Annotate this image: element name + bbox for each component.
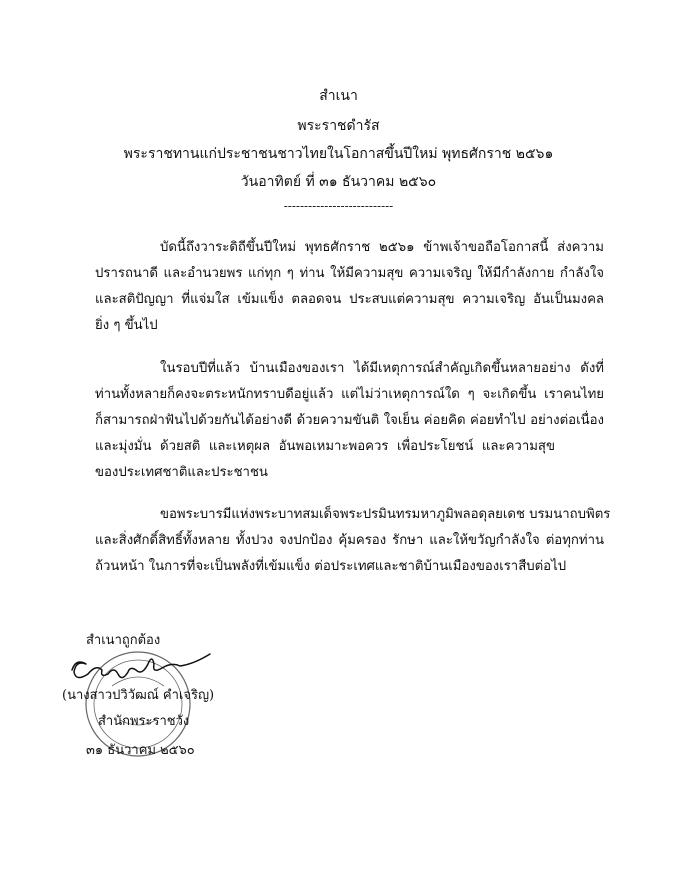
paragraph-2-line-4: และมุ่งมั่น ด้วยสติ และเหตุผล อันพอเหมาะพอควร เพื่อประโยชน์ และความสุข xyxy=(95,439,555,454)
paragraph-3-line-2: และสิ่งศักดิ์สิทธิ์ทั้งหลาย ทั้งปวง จงปกป้อง คุ้มครอง รักษา และให้ขวัญกำลังใจ ต่อทุกท่าน xyxy=(95,533,604,548)
paragraph-3-line-3: ถ้วนหน้า ในการที่จะเป็นพลังที่เข้มแข็ง ต่อประเทศและชาติบ้านเมืองของเราสืบต่อไป xyxy=(95,559,567,574)
paragraph-3-line-1: ขอพระบารมีแห่งพระบาทสมเด็จพระปรมินทรมหาภูมิพลอดุลยเดช บรมนาถบพิตร xyxy=(160,507,611,522)
paragraph-2-line-5: ของประเทศชาติและประชาชน xyxy=(95,465,268,480)
paragraph-1-line-3: และสติปัญญา ที่แจ่มใส เข้มแข็ง ตลอดจน ประสบแต่ความสุข ความเจริญ อันเป็นมงคล xyxy=(95,292,604,307)
divider: --------------------------- xyxy=(283,199,394,213)
document-subtitle: พระราชทานแก่ประชาชนชาวไทยในโอกาสขึ้นปีใหม่ พุทธศักราช ๒๕๖๑ xyxy=(123,146,554,162)
paragraph-2-line-3: ก็สามารถฝ่าฟันไปด้วยกันได้อย่างดี ด้วยความขันติ ใจเย็น ค่อยคิด ค่อยทำไป อย่างต่อเนื่อง xyxy=(95,413,604,428)
certified-copy-label: สำเนาถูกต้อง xyxy=(86,633,161,648)
certifier-office: สำนักพระราชวัง xyxy=(98,714,190,729)
copy-label: สำเนา xyxy=(319,88,358,104)
paragraph-1-line-2: ปรารถนาดี และอำนวยพร แก่ทุก ๆ ท่าน ให้มีความสุข ความเจริญ ให้มีกำลังกาย กำลังใจ xyxy=(95,266,604,281)
certifier-name: (นางสาวปวิวัฒณ์ คำเจริญ) xyxy=(62,688,215,703)
paragraph-1-line-1: บัดนี้ถึงวาระดิถีขึ้นปีใหม่ พุทธศักราช ๒๕๖๑ ข้าพเจ้าขอถือโอกาสนี้ ส่งความ xyxy=(160,240,604,255)
paragraph-1-line-4: ยิ่ง ๆ ขึ้นไป xyxy=(95,318,158,333)
paragraph-2-line-1: ในรอบปีที่แล้ว บ้านเมืองของเรา ได้มีเหตุการณ์สำคัญเกิดขึ้นหลายอย่าง ดังที่ xyxy=(160,361,604,376)
paragraph-2-line-2: ท่านทั้งหลายก็คงจะตระหนักทราบดีอยู่แล้ว แต่ไม่ว่าเหตุการณ์ใด ๆ จะเกิดขึ้น เราคนไทย xyxy=(95,387,604,402)
certification-date: ๓๑ ธันวาคม ๒๕๖๐ xyxy=(86,743,195,758)
handwritten-signature xyxy=(72,654,210,678)
document-title: พระราชดำรัส xyxy=(297,118,380,134)
document-date: วันอาทิตย์ ที่ ๓๑ ธันวาคม ๒๕๖๐ xyxy=(240,174,437,190)
